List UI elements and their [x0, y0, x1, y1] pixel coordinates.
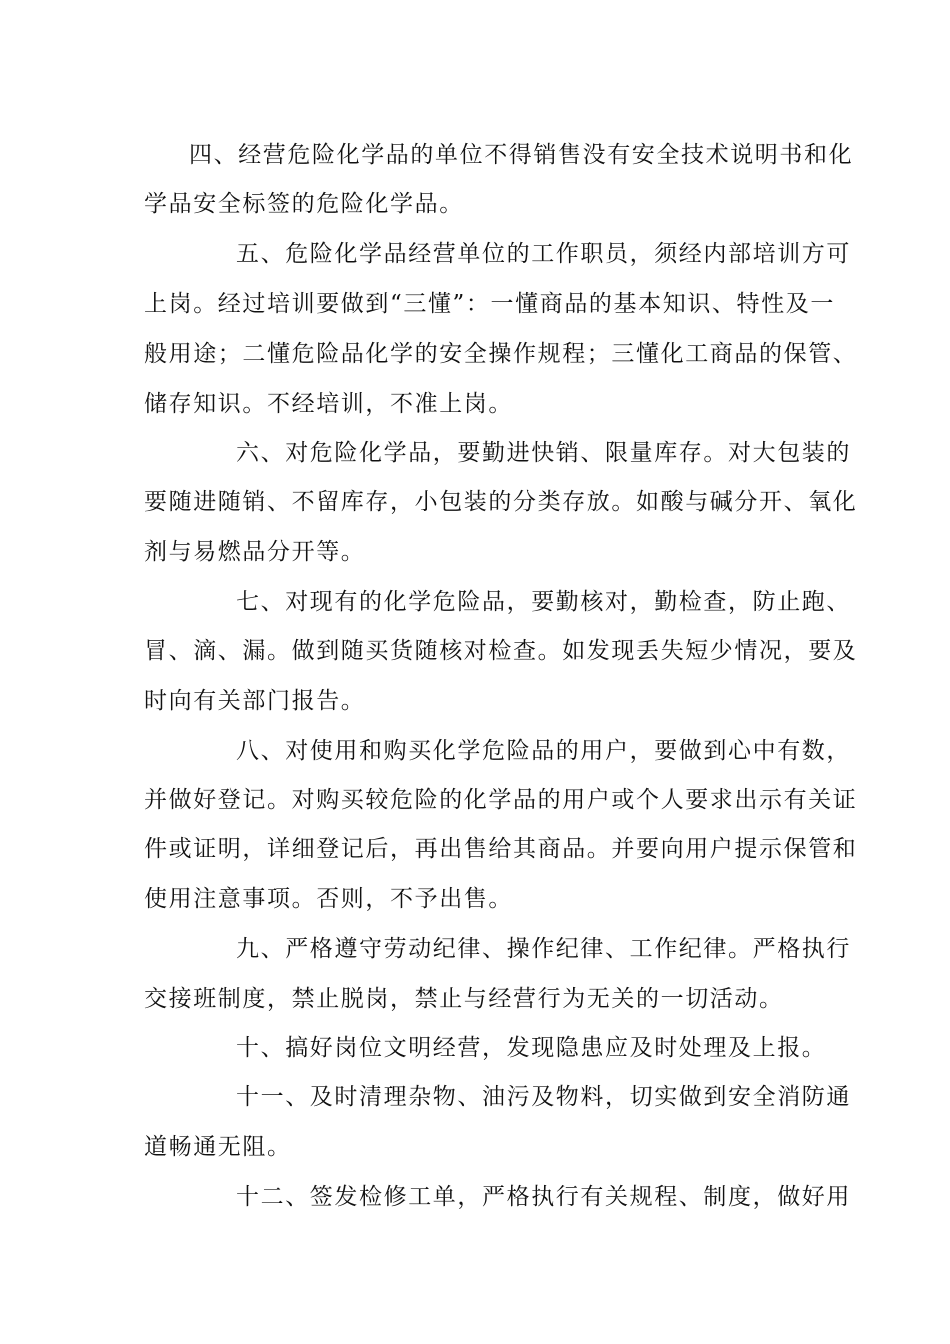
paragraph-12-line-1: 十二、签发检修工单，严格执行有关规程、制度，做好用 — [236, 1184, 851, 1210]
paragraph-11-line-1: 十一、及时清理杂物、油污及物料，切实做到安全消防通 — [236, 1084, 851, 1110]
paragraph-8-line-3: 件或证明，详细登记后，再出售给其商品。并要向用户提示保管和 — [144, 836, 858, 862]
paragraph-8-line-1: 八、对使用和购买化学危险品的用户，要做到心中有数， — [236, 738, 851, 764]
paragraph-6-line-2: 要随进随销、不留库存，小包装的分类存放。如酸与碱分开、氧化 — [144, 489, 858, 515]
paragraph-5-line-1: 五、危险化学品经营单位的工作职员，须经内部培训方可 — [236, 241, 851, 267]
paragraph-9-line-1: 九、严格遵守劳动纪律、操作纪律、工作纪律。严格执行 — [236, 936, 851, 962]
paragraph-5-line-2: 上岗。经过培训要做到“三懂”：一懂商品的基本知识、特性及一 — [144, 291, 835, 317]
paragraph-9-line-2: 交接班制度，禁止脱岗，禁止与经营行为无关的一切活动。 — [144, 986, 784, 1012]
paragraph-7-line-3: 时向有关部门报告。 — [144, 688, 366, 714]
paragraph-10-line-1: 十、搞好岗位文明经营，发现隐患应及时处理及上报。 — [236, 1035, 827, 1061]
paragraph-8-line-4: 使用注意事项。否则，不予出售。 — [144, 886, 513, 912]
paragraph-5-line-4: 储存知识。不经培训，不准上岗。 — [144, 391, 513, 417]
paragraph-6-line-1: 六、对危险化学品，要勤进快销、限量库存。对大包装的 — [236, 440, 851, 466]
paragraph-4-line-2: 学品安全标签的危险化学品。 — [144, 191, 464, 217]
paragraph-6-line-3: 剂与易燃品分开等。 — [144, 539, 366, 565]
paragraph-4-line-1: 四、经营危险化学品的单位不得销售没有安全技术说明书和化 — [189, 142, 854, 168]
paragraph-11-line-2: 道畅通无阻。 — [144, 1134, 292, 1160]
paragraph-8-line-2: 并做好登记。对购买较危险的化学品的用户或个人要求出示有关证 — [144, 787, 858, 813]
paragraph-5-line-3: 般用途；二懂危险品化学的安全操作规程；三懂化工商品的保管、 — [144, 341, 858, 367]
paragraph-7-line-1: 七、对现有的化学危险品，要勤核对，勤检查，防止跑、 — [236, 589, 851, 615]
paragraph-7-line-2: 冒、滴、漏。做到随买货随核对检查。如发现丢失短少情况，要及 — [144, 638, 858, 664]
